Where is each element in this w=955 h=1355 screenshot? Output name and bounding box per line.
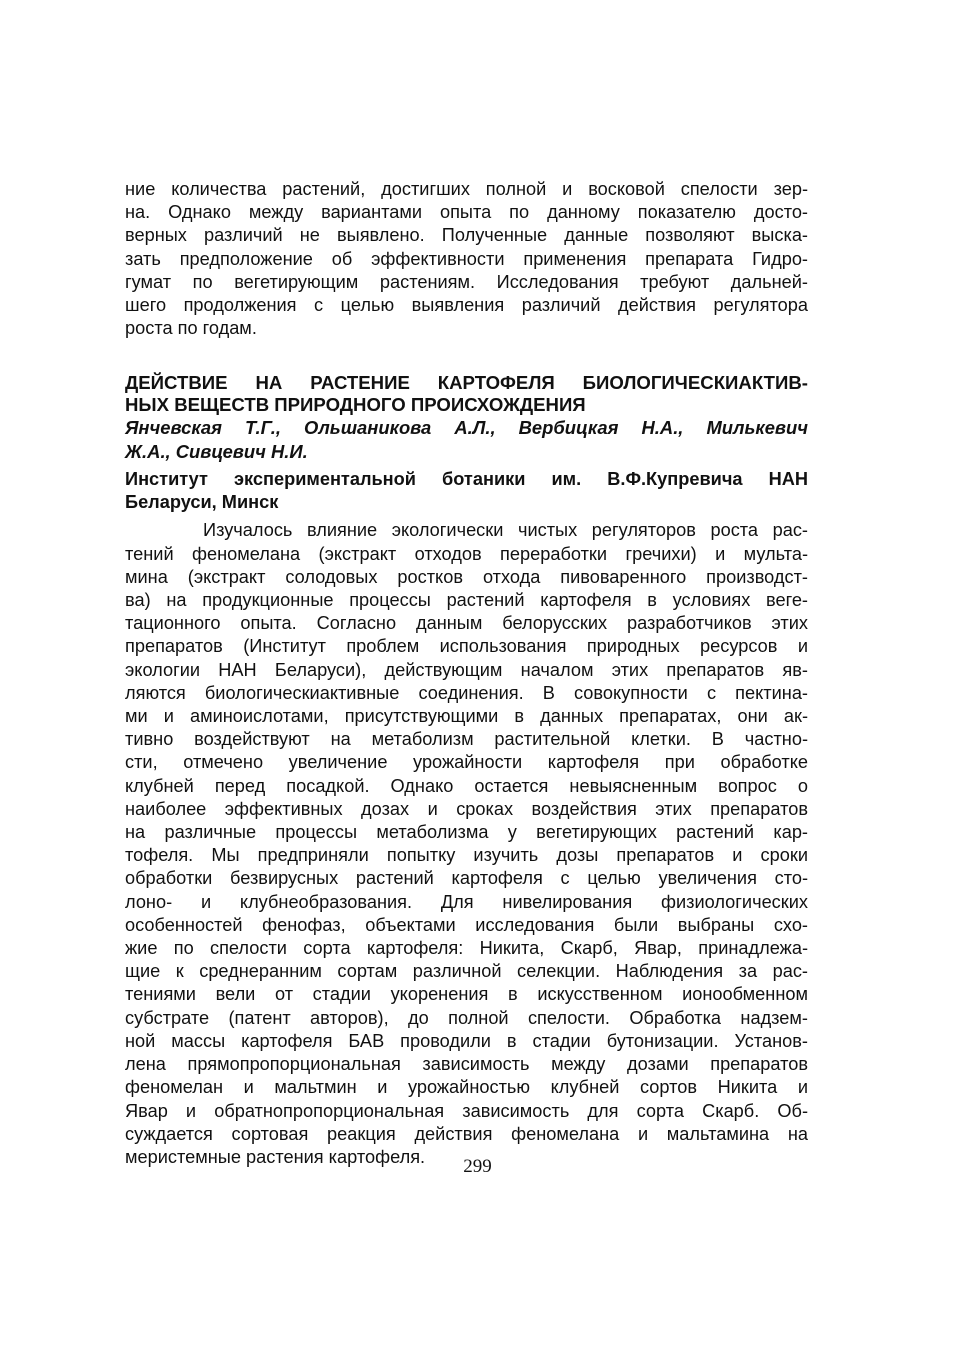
authors-line: Ж.А., Сивцевич Н.И. [125, 441, 308, 463]
article-abstract [125, 519, 808, 1169]
abstract-line: тивно воздействуют на метаболизм растительной клетки. В частно- [125, 729, 808, 750]
abstract-line: ва) на продукционные процессы растений картофеля в условиях веге- [125, 590, 808, 611]
abstract-line: на различные процессы метаболизма у вегетирующих растений кар- [125, 822, 808, 843]
page-number: 299 [463, 1156, 492, 1177]
text-line: на. Однако между вариантами опыта по данному показателю досто- [125, 202, 808, 223]
abstract-line: лена прямопропорциональная зависимость между дозами препаратов [125, 1054, 808, 1075]
abstract-line: субстрате (патент авторов), до полной спелости. Обработка надзем- [125, 1007, 808, 1028]
abstract-line: тениями вели от стадии укоренения в искусственном ионообменном [125, 984, 808, 1005]
abstract-line: щие к среднеранним сортам различной селекции. Наблюдения за рас- [125, 961, 808, 982]
abstract-line: ной массы картофеля БАВ проводили в стадии бутонизации. Установ- [125, 1030, 808, 1051]
abstract-line: наиболее эффективных дозах и сроках воздействия этих препаратов [125, 798, 808, 819]
abstract-line: суждается сортовая реакция действия феномелана и мальтамина на [125, 1123, 808, 1144]
abstract-line: Изучалось влияние экологически чистых регуляторов роста рас- [203, 520, 808, 541]
abstract-line: экологии НАН Беларуси), действующим началом этих препаратов яв- [125, 659, 808, 680]
institute-line: Беларуси, Минск [125, 491, 279, 512]
institute-line: Институт экспериментальной ботаники им. В.Ф.Купревича НАН [125, 469, 808, 490]
text-line: роста по годам. [125, 318, 257, 339]
page-body [125, 178, 808, 1169]
abstract-line: особенностей фенофаз, объектами исследования были выбраны схо- [125, 914, 808, 935]
text-line: зать предположение об эффективности применения препарата Гидро- [125, 248, 808, 269]
abstract-line: Явар и обратнопропорциональная зависимость для сорта Скарб. Об- [125, 1100, 808, 1121]
abstract-line: ляются биологическиактивные соединения. В совокупности с пектина- [125, 682, 808, 703]
abstract-line: феномелан и мальтмин и урожайностью клубней сортов Никита и [125, 1077, 808, 1098]
authors-line: Янчевская Т.Г., Ольшаникова А.Л., Вербицкая Н.А., Милькевич [125, 417, 808, 439]
abstract-line: препаратов (Институт проблем использования природных ресурсов и [125, 636, 808, 657]
text-line: ние количества растений, достигших полной и восковой спелости зер- [125, 179, 808, 199]
abstract-line: тационного опыта. Согласно данным белорусских разработчиков этих [125, 613, 808, 634]
abstract-line: тений феномелана (экстракт отходов переработки гречихи) и мульта- [125, 543, 808, 564]
title-line: НЫХ ВЕЩЕСТВ ПРИРОДНОГО ПРОИСХОЖДЕНИЯ [125, 394, 586, 416]
abstract-line: мина (экстракт солодовых ростков отхода пивоваренного производст- [125, 566, 808, 587]
abstract-line: жие по спелости сорта картофеля: Никита, Скарб, Явар, принадлежа- [125, 938, 808, 959]
abstract-line: лоно- и клубнеобразования. Для нивелирования физиологических [125, 891, 808, 912]
abstract-line: клубней перед посадкой. Однако остается невыясненным вопрос о [125, 775, 808, 796]
abstract-line: меристемные растения картофеля. [125, 1146, 426, 1167]
article-authors [125, 416, 808, 464]
abstract-line: обработки безвирусных растений картофеля с целью увеличения сто- [125, 868, 808, 889]
text-line: верных различий не выявлено. Полученные данные позволяют выска- [125, 225, 808, 246]
article-title [125, 372, 808, 416]
previous-article-ending [125, 178, 808, 340]
abstract-line: ми и аминоислотами, присутствующими в данных препаратах, они ак- [125, 706, 808, 727]
text-line: шего продолжения с целью выявления различий действия регулятора [125, 295, 808, 316]
text-line: гумат по вегетирующим растениям. Исследования требуют дальней- [125, 271, 808, 292]
abstract-line: сти, отмечено увеличение урожайности картофеля при обработке [125, 752, 808, 773]
title-line: ДЕЙСТВИЕ НА РАСТЕНИЕ КАРТОФЕЛЯ БИОЛОГИЧЕСКИАКТИВ- [125, 372, 808, 394]
article-institute [125, 468, 808, 513]
abstract-line: тофеля. Мы предприняли попытку изучить дозы препаратов и сроки [125, 845, 808, 866]
